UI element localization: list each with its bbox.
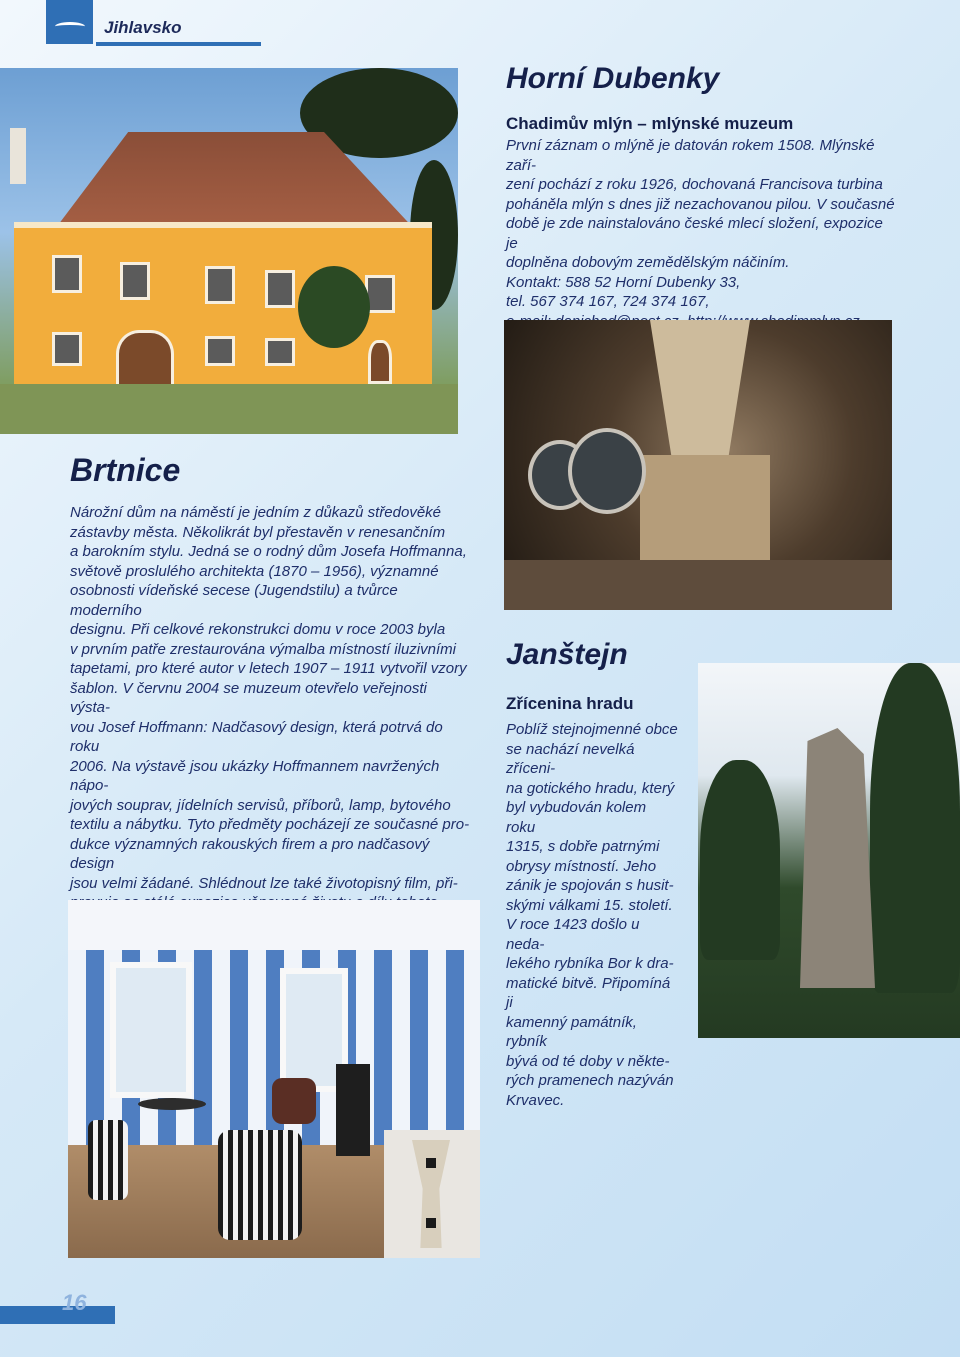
horni-dubenky-title: Horní Dubenky bbox=[506, 62, 720, 95]
photo-window bbox=[265, 270, 295, 308]
photo-vase-pattern bbox=[426, 1218, 436, 1228]
photo-striped-armchair bbox=[218, 1130, 302, 1240]
text-line: jsou velmi žádané. Shlédnout lze také životopisný film, při- bbox=[70, 874, 458, 892]
photo-window bbox=[205, 336, 235, 366]
contact-line: Kontakt: 588 52 Horní Dubenky 33, bbox=[506, 273, 741, 291]
photo-chimney bbox=[10, 128, 26, 184]
text-line: lekého rybníka Bor k dra- bbox=[506, 955, 674, 972]
photo-striped-chair bbox=[88, 1120, 128, 1200]
photo-ruin-tree bbox=[700, 760, 780, 960]
photo-black-chair bbox=[336, 1064, 370, 1156]
logo-wave-icon bbox=[55, 22, 85, 31]
text-line: osobnosti vídeňské secese (Jugendstilu) a tvůrce moderního bbox=[70, 582, 398, 619]
text-line: jových souprav, jídelních servisů, příborů, lamp, bytového bbox=[70, 796, 451, 814]
text-line: V roce 1423 došlo u neda- bbox=[506, 916, 640, 953]
photo-round-tree bbox=[298, 266, 370, 348]
text-line: zení pochází z roku 1926, dochovaná Francisova turbina bbox=[506, 176, 883, 193]
photo-window bbox=[120, 262, 150, 300]
horni-dubenky-text bbox=[506, 136, 896, 331]
text-line: designu. Při celkové rekonstrukci domu v roce 2003 byla bbox=[70, 621, 446, 638]
contact-line: tel. 567 374 167, 724 374 167, bbox=[506, 293, 710, 310]
brtnice-title: Brtnice bbox=[70, 452, 181, 488]
text-line: zástavby města. Několikrát byl přestavěn v renesančním bbox=[70, 523, 446, 541]
photo-armchair-brown bbox=[272, 1078, 316, 1124]
text-line: době je zde nainstalováno české mlecí složení, expozice je bbox=[506, 215, 883, 252]
text-line: Krvavec. bbox=[506, 1091, 565, 1109]
text-line: tapetami, pro které autor v letech 1907 – 1911 vytvořil vzory bbox=[70, 660, 467, 677]
text-line: matické bitvě. Připomíná ji bbox=[506, 974, 671, 1011]
horni-dubenky-subtitle: Chadimův mlýn – mlýnské muzeum bbox=[506, 114, 794, 133]
text-line: První záznam o mlýně je datován rokem 1508. Mlýnské zaří- bbox=[506, 137, 875, 174]
header-rule bbox=[96, 42, 261, 46]
photo-ruin-tree bbox=[870, 663, 960, 993]
photo-room-window bbox=[110, 962, 192, 1098]
photo-room-ceiling bbox=[68, 900, 480, 950]
text-line: dukce významných rakouských firem a pro nadčasový design bbox=[70, 835, 430, 872]
photo-lawn bbox=[0, 384, 458, 434]
text-line: světově proslulého architekta (1870 – 1956), významné bbox=[70, 562, 439, 580]
text-line: rých pramenech nazýván bbox=[506, 1072, 674, 1089]
text-line: poháněla mlýn s dnes již nezachovanou pilou. V současné bbox=[506, 195, 895, 213]
photo-round-table bbox=[138, 1098, 206, 1110]
text-line: bývá od té doby v někte- bbox=[506, 1052, 670, 1070]
photo-window bbox=[52, 332, 82, 366]
region-name: Jihlavsko bbox=[104, 18, 182, 37]
text-line: na gotického hradu, který bbox=[506, 779, 675, 797]
photo-window bbox=[265, 338, 295, 366]
janstejn-text bbox=[506, 720, 678, 1110]
text-line: textilu a nábytku. Tyto předměty pocházejí ze současné pro- bbox=[70, 816, 470, 833]
text-line: v prvním patře zrestaurována výmalba místností iluzivními bbox=[70, 640, 456, 658]
text-line: Nárožní dům na náměstí je jedním z důkazů středověké bbox=[70, 504, 442, 521]
photo-mill-floor bbox=[504, 560, 892, 610]
photo-window bbox=[205, 266, 235, 304]
photo-gate bbox=[116, 330, 174, 390]
text-line: šablon. V červnu 2004 se muzeum otevřelo veřejnosti výsta- bbox=[70, 679, 427, 716]
text-line: se nachází nevelká zříceni- bbox=[506, 740, 635, 777]
page-number: 16 bbox=[62, 1290, 87, 1315]
text-line: 2006. Na výstavě jsou ukázky Hoffmannem navržených nápo- bbox=[70, 757, 440, 794]
janstejn-title: Janštejn bbox=[506, 638, 628, 671]
text-line: vou Josef Hoffmann: Nadčasový design, která potrvá do roku bbox=[70, 718, 443, 755]
janstejn-subtitle: Zřícenina hradu bbox=[506, 694, 634, 713]
text-line: obrysy místností. Jeho bbox=[506, 857, 657, 875]
text-line: Poblíž stejnojmenné obce bbox=[506, 721, 678, 738]
text-line: kamenný památník, rybník bbox=[506, 1013, 637, 1050]
photo-window bbox=[52, 255, 82, 293]
text-line: a barokním stylu. Jedná se o rodný dům Josefa Hoffmanna, bbox=[70, 543, 467, 560]
photo-vase-pattern bbox=[426, 1158, 436, 1168]
text-line: skými válkami 15. století. bbox=[506, 896, 673, 914]
text-line: byl vybudován kolem roku bbox=[506, 799, 647, 836]
photo-ruin-wall bbox=[800, 728, 875, 988]
text-line: zánik je spojován s husit- bbox=[506, 877, 674, 894]
text-line: doplněna dobovým zemědělským náčiním. bbox=[506, 254, 790, 271]
photo-mill-roller bbox=[568, 428, 646, 514]
text-line: 1315, s dobře patrnými bbox=[506, 838, 660, 855]
page-number-bar bbox=[0, 1306, 115, 1324]
photo-door bbox=[368, 340, 392, 384]
